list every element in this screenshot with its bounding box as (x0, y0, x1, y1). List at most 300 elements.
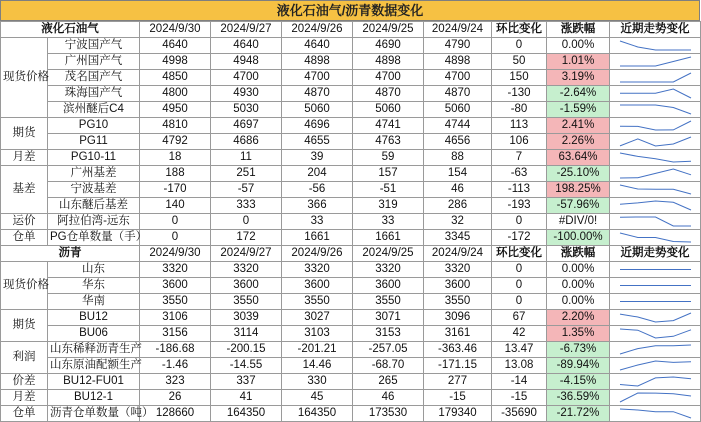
value-cell: -14.55 (211, 358, 282, 374)
pct-change-cell: #DIV/0! (547, 214, 610, 230)
lpg-header-row (1, 22, 701, 38)
row-item-name: BU12-FU01 (48, 374, 140, 390)
value-cell: 4898 (424, 54, 492, 70)
value-cell: 4870 (353, 86, 424, 102)
change-cell: 0 (492, 278, 547, 294)
pct-change-cell: 63.64% (547, 150, 610, 166)
pct-change-cell: 0.00% (547, 38, 610, 54)
pct-change-cell: -57.96% (547, 198, 610, 214)
row-item-name: PG10-11 (48, 150, 140, 166)
trend-sparkline (610, 134, 701, 150)
table-row (1, 118, 701, 134)
column-header: 2024/9/30 (140, 22, 211, 38)
trend-sparkline (610, 390, 701, 406)
value-cell: 4686 (211, 134, 282, 150)
sparkline-svg (612, 86, 699, 101)
column-header: 2024/9/27 (211, 22, 282, 38)
value-cell: 265 (353, 374, 424, 390)
sparkline-svg (612, 294, 699, 309)
row-item-name: BU06 (48, 326, 140, 342)
value-cell: 4800 (140, 86, 211, 102)
change-cell: -130 (492, 86, 547, 102)
pct-change-cell: -21.72% (547, 406, 610, 422)
value-cell: 4700 (353, 70, 424, 86)
change-cell: 0 (492, 294, 547, 310)
table-row (1, 406, 701, 422)
data-table (0, 21, 701, 422)
value-cell: -171.15 (424, 358, 492, 374)
pct-change-cell: 0.00% (547, 262, 610, 278)
change-cell: 7 (492, 150, 547, 166)
change-cell: 42 (492, 326, 547, 342)
value-cell: 0 (211, 214, 282, 230)
change-cell: 150 (492, 70, 547, 86)
lpg-section-label: 液化石油气 (1, 22, 140, 38)
trend-sparkline (610, 214, 701, 230)
trend-sparkline (610, 102, 701, 118)
sparkline-svg (612, 54, 699, 69)
trend-sparkline (610, 358, 701, 374)
value-cell: 3345 (424, 230, 492, 246)
value-cell: 32 (424, 214, 492, 230)
value-cell: -56 (282, 182, 353, 198)
value-cell: 3550 (353, 294, 424, 310)
trend-sparkline (610, 342, 701, 358)
column-header: 涨跌幅 (547, 246, 610, 262)
table-row (1, 54, 701, 70)
trend-sparkline (610, 86, 701, 102)
sparkline-line (620, 377, 691, 386)
asphalt-header-row (1, 246, 701, 262)
table-row (1, 134, 701, 150)
row-item-name: 阿拉伯湾-远东 (48, 214, 140, 230)
sparkline-svg (612, 70, 699, 85)
value-cell: 4870 (282, 86, 353, 102)
value-cell: 4700 (424, 70, 492, 86)
column-header: 2024/9/26 (282, 22, 353, 38)
sparkline-line (620, 137, 691, 146)
column-header: 近期走势变化 (610, 246, 701, 262)
row-item-name: 沥青仓单数量（吨） (48, 406, 140, 422)
value-cell: 59 (353, 150, 424, 166)
table-row (1, 182, 701, 198)
sheet-title: 液化石油气/沥青数据变化 (0, 0, 700, 21)
value-cell: 4950 (140, 102, 211, 118)
sparkline-svg (612, 198, 699, 213)
value-cell: -186.68 (140, 342, 211, 358)
value-cell: -363.46 (424, 342, 492, 358)
table-row (1, 262, 701, 278)
trend-sparkline (610, 230, 701, 246)
column-header: 2024/9/26 (282, 246, 353, 262)
sparkline-svg (612, 390, 699, 405)
pct-change-cell: 0.00% (547, 278, 610, 294)
table-row (1, 326, 701, 342)
change-cell: 0 (492, 38, 547, 54)
change-cell: -172 (492, 230, 547, 246)
table-row (1, 166, 701, 182)
value-cell: 3161 (424, 326, 492, 342)
value-cell: 179340 (424, 406, 492, 422)
value-cell: 3071 (353, 310, 424, 326)
trend-sparkline (610, 166, 701, 182)
table-row (1, 278, 701, 294)
row-item-name: 广州基差 (48, 166, 140, 182)
value-cell: 0 (140, 230, 211, 246)
pct-change-cell: 1.01% (547, 54, 610, 70)
value-cell: 0 (140, 214, 211, 230)
sparkline-svg (612, 326, 699, 341)
value-cell: 4790 (424, 38, 492, 54)
column-header: 环比变化 (492, 246, 547, 262)
value-cell: 319 (353, 198, 424, 214)
value-cell: 3320 (211, 262, 282, 278)
row-item-name: 广州国产气 (48, 54, 140, 70)
pct-change-cell: -2.64% (547, 86, 610, 102)
value-cell: 286 (424, 198, 492, 214)
value-cell: -170 (140, 182, 211, 198)
value-cell: 3320 (140, 262, 211, 278)
row-item-name: 山东 (48, 262, 140, 278)
sparkline-line (620, 121, 691, 130)
sparkline-svg (612, 342, 699, 357)
sparkline-line (620, 345, 691, 354)
value-cell: 4690 (353, 38, 424, 54)
sparkline-line (620, 153, 691, 162)
column-header: 环比变化 (492, 22, 547, 38)
pct-change-cell: -4.15% (547, 374, 610, 390)
value-cell: 3320 (282, 262, 353, 278)
sparkline-line (620, 73, 691, 82)
row-item-name: BU12-1 (48, 390, 140, 406)
row-item-name: 山东原油配额生产 (48, 358, 140, 374)
value-cell: 3550 (211, 294, 282, 310)
sparkline-svg (612, 38, 699, 53)
sparkline-svg (612, 102, 699, 117)
change-cell: 67 (492, 310, 547, 326)
trend-sparkline (610, 38, 701, 54)
value-cell: 4700 (211, 70, 282, 86)
value-cell: 333 (211, 198, 282, 214)
trend-sparkline (610, 150, 701, 166)
sparkline-svg (612, 310, 699, 325)
row-item-name: 滨州醚后C4 (48, 102, 140, 118)
sparkline-svg (612, 118, 699, 133)
row-group-label: 利润 (1, 342, 48, 374)
value-cell: 277 (424, 374, 492, 390)
value-cell: 3106 (140, 310, 211, 326)
value-cell: -200.15 (211, 342, 282, 358)
value-cell: 164350 (282, 406, 353, 422)
row-group-label: 现货价格 (1, 38, 48, 118)
value-cell: 45 (282, 390, 353, 406)
value-cell: 128660 (140, 406, 211, 422)
row-item-name: 宁波国产气 (48, 38, 140, 54)
value-cell: 3039 (211, 310, 282, 326)
row-group-label: 基差 (1, 166, 48, 214)
value-cell: 251 (211, 166, 282, 182)
value-cell: 5030 (211, 102, 282, 118)
value-cell: 4697 (211, 118, 282, 134)
row-group-label: 价差 (1, 374, 48, 390)
table-row (1, 102, 701, 118)
sparkline-svg (612, 406, 699, 421)
value-cell: 4792 (140, 134, 211, 150)
value-cell: 3550 (424, 294, 492, 310)
pct-change-cell: -36.59% (547, 390, 610, 406)
sparkline-svg (612, 358, 699, 373)
value-cell: 188 (140, 166, 211, 182)
change-cell: -193 (492, 198, 547, 214)
trend-sparkline (610, 374, 701, 390)
value-cell: 39 (282, 150, 353, 166)
pct-change-cell: -1.59% (547, 102, 610, 118)
value-cell: 3550 (282, 294, 353, 310)
value-cell: 4741 (353, 118, 424, 134)
asphalt-section-label: 沥青 (1, 246, 140, 262)
value-cell: 5060 (424, 102, 492, 118)
table-row (1, 342, 701, 358)
value-cell: 323 (140, 374, 211, 390)
value-cell: 26 (140, 390, 211, 406)
sparkline-svg (612, 278, 699, 293)
value-cell: 33 (353, 214, 424, 230)
value-cell: 4810 (140, 118, 211, 134)
value-cell: 140 (140, 198, 211, 214)
change-cell: 113 (492, 118, 547, 134)
value-cell: 33 (282, 214, 353, 230)
trend-sparkline (610, 406, 701, 422)
table-row (1, 310, 701, 326)
change-cell: 13.47 (492, 342, 547, 358)
change-cell: 106 (492, 134, 547, 150)
table-row (1, 150, 701, 166)
value-cell: 3600 (282, 278, 353, 294)
sparkline-svg (612, 374, 699, 389)
row-item-name: 山东醚后基差 (48, 198, 140, 214)
column-header: 近期走势变化 (610, 22, 701, 38)
value-cell: 4763 (353, 134, 424, 150)
column-header: 2024/9/24 (424, 246, 492, 262)
value-cell: 4640 (282, 38, 353, 54)
value-cell: 4744 (424, 118, 492, 134)
column-header: 2024/9/27 (211, 246, 282, 262)
table-row (1, 358, 701, 374)
change-cell: -80 (492, 102, 547, 118)
sparkline-svg (612, 150, 699, 165)
value-cell: 164350 (211, 406, 282, 422)
trend-sparkline (610, 326, 701, 342)
pct-change-cell: -6.73% (547, 342, 610, 358)
trend-sparkline (610, 198, 701, 214)
column-header: 2024/9/30 (140, 246, 211, 262)
sparkline-line (620, 329, 691, 338)
column-header: 2024/9/25 (353, 246, 424, 262)
value-cell: 4640 (140, 38, 211, 54)
value-cell: 4640 (211, 38, 282, 54)
sparkline-line (620, 41, 691, 50)
value-cell: -57 (211, 182, 282, 198)
change-cell: -35690 (492, 406, 547, 422)
table-row (1, 198, 701, 214)
pct-change-cell: 2.20% (547, 310, 610, 326)
value-cell: 4998 (140, 54, 211, 70)
change-cell: 50 (492, 54, 547, 70)
trend-sparkline (610, 182, 701, 198)
value-cell: 46 (424, 182, 492, 198)
sparkline-line (620, 361, 691, 370)
trend-sparkline (610, 54, 701, 70)
change-cell: -113 (492, 182, 547, 198)
row-item-name: 珠海国产气 (48, 86, 140, 102)
value-cell: 337 (211, 374, 282, 390)
value-cell: 154 (424, 166, 492, 182)
table-row (1, 230, 701, 246)
table-row (1, 38, 701, 54)
column-header: 2024/9/24 (424, 22, 492, 38)
value-cell: 4898 (282, 54, 353, 70)
change-cell: 13.08 (492, 358, 547, 374)
sparkline-svg (612, 214, 699, 229)
row-group-label: 月差 (1, 150, 48, 166)
row-item-name: PG11 (48, 134, 140, 150)
value-cell: -68.70 (353, 358, 424, 374)
value-cell: -15 (424, 390, 492, 406)
sparkline-svg (612, 230, 699, 245)
row-group-label: 运价 (1, 214, 48, 230)
value-cell: 14.46 (282, 358, 353, 374)
value-cell: -201.21 (282, 342, 353, 358)
table-row (1, 374, 701, 390)
row-item-name: 山东稀释沥青生产 (48, 342, 140, 358)
trend-sparkline (610, 70, 701, 86)
table-row (1, 70, 701, 86)
trend-sparkline (610, 278, 701, 294)
change-cell: 0 (492, 262, 547, 278)
value-cell: 3156 (140, 326, 211, 342)
row-item-name: 宁波基差 (48, 182, 140, 198)
row-item-name: PG10 (48, 118, 140, 134)
value-cell: 4948 (211, 54, 282, 70)
table-row (1, 294, 701, 310)
value-cell: 3103 (282, 326, 353, 342)
sparkline-line (620, 409, 691, 418)
value-cell: 4870 (424, 86, 492, 102)
sparkline-line (620, 313, 691, 322)
value-cell: -1.46 (140, 358, 211, 374)
value-cell: 204 (282, 166, 353, 182)
row-item-name: 茂名国产气 (48, 70, 140, 86)
value-cell: 4930 (211, 86, 282, 102)
value-cell: 88 (424, 150, 492, 166)
pct-change-cell: 1.35% (547, 326, 610, 342)
sparkline-svg (612, 182, 699, 197)
value-cell: 1661 (353, 230, 424, 246)
sparkline-line (620, 393, 691, 402)
pct-change-cell: 3.19% (547, 70, 610, 86)
sparkline-line (620, 57, 691, 66)
value-cell: 3153 (353, 326, 424, 342)
trend-sparkline (610, 294, 701, 310)
value-cell: 366 (282, 198, 353, 214)
sparkline-svg (612, 134, 699, 149)
trend-sparkline (610, 310, 701, 326)
value-cell: 173530 (353, 406, 424, 422)
row-group-label: 仓单 (1, 406, 48, 422)
value-cell: 3600 (353, 278, 424, 294)
row-item-name: 华东 (48, 278, 140, 294)
value-cell: 330 (282, 374, 353, 390)
row-group-label: 现货价格 (1, 262, 48, 310)
row-group-label: 月差 (1, 390, 48, 406)
change-cell: -14 (492, 374, 547, 390)
row-item-name: PG仓单数量（手） (48, 230, 140, 246)
value-cell: 4696 (282, 118, 353, 134)
sparkline-svg (612, 166, 699, 181)
value-cell: 3550 (140, 294, 211, 310)
value-cell: -257.05 (353, 342, 424, 358)
value-cell: 3600 (140, 278, 211, 294)
row-group-label: 期货 (1, 118, 48, 150)
value-cell: 46 (353, 390, 424, 406)
table-row (1, 214, 701, 230)
value-cell: 3600 (424, 278, 492, 294)
row-item-name: BU12 (48, 310, 140, 326)
value-cell: 5060 (282, 102, 353, 118)
value-cell: 3320 (424, 262, 492, 278)
change-cell: 0 (492, 214, 547, 230)
pct-change-cell: -100.00% (547, 230, 610, 246)
pct-change-cell: 0.00% (547, 294, 610, 310)
row-group-label: 仓单 (1, 230, 48, 246)
sparkline-line (620, 89, 691, 98)
pct-change-cell: -25.10% (547, 166, 610, 182)
value-cell: 3600 (211, 278, 282, 294)
value-cell: 4655 (282, 134, 353, 150)
value-cell: 172 (211, 230, 282, 246)
pct-change-cell: -89.94% (547, 358, 610, 374)
value-cell: 5060 (353, 102, 424, 118)
sparkline-line (620, 201, 691, 210)
value-cell: 11 (211, 150, 282, 166)
value-cell: 3114 (211, 326, 282, 342)
sparkline-svg (612, 262, 699, 277)
value-cell: 18 (140, 150, 211, 166)
pct-change-cell: 2.41% (547, 118, 610, 134)
value-cell: 3096 (424, 310, 492, 326)
row-item-name: 华南 (48, 294, 140, 310)
value-cell: 41 (211, 390, 282, 406)
sparkline-line (620, 105, 691, 114)
value-cell: 4850 (140, 70, 211, 86)
change-cell: -63 (492, 166, 547, 182)
sparkline-line (620, 185, 691, 194)
trend-sparkline (610, 118, 701, 134)
sparkline-line (620, 217, 691, 226)
value-cell: 4700 (282, 70, 353, 86)
pct-change-cell: 2.26% (547, 134, 610, 150)
value-cell: 157 (353, 166, 424, 182)
sparkline-line (620, 233, 691, 242)
table-row (1, 390, 701, 406)
trend-sparkline (610, 262, 701, 278)
pct-change-cell: 198.25% (547, 182, 610, 198)
value-cell: 3027 (282, 310, 353, 326)
column-header: 涨跌幅 (547, 22, 610, 38)
value-cell: -51 (353, 182, 424, 198)
change-cell: -15 (492, 390, 547, 406)
value-cell: 4656 (424, 134, 492, 150)
